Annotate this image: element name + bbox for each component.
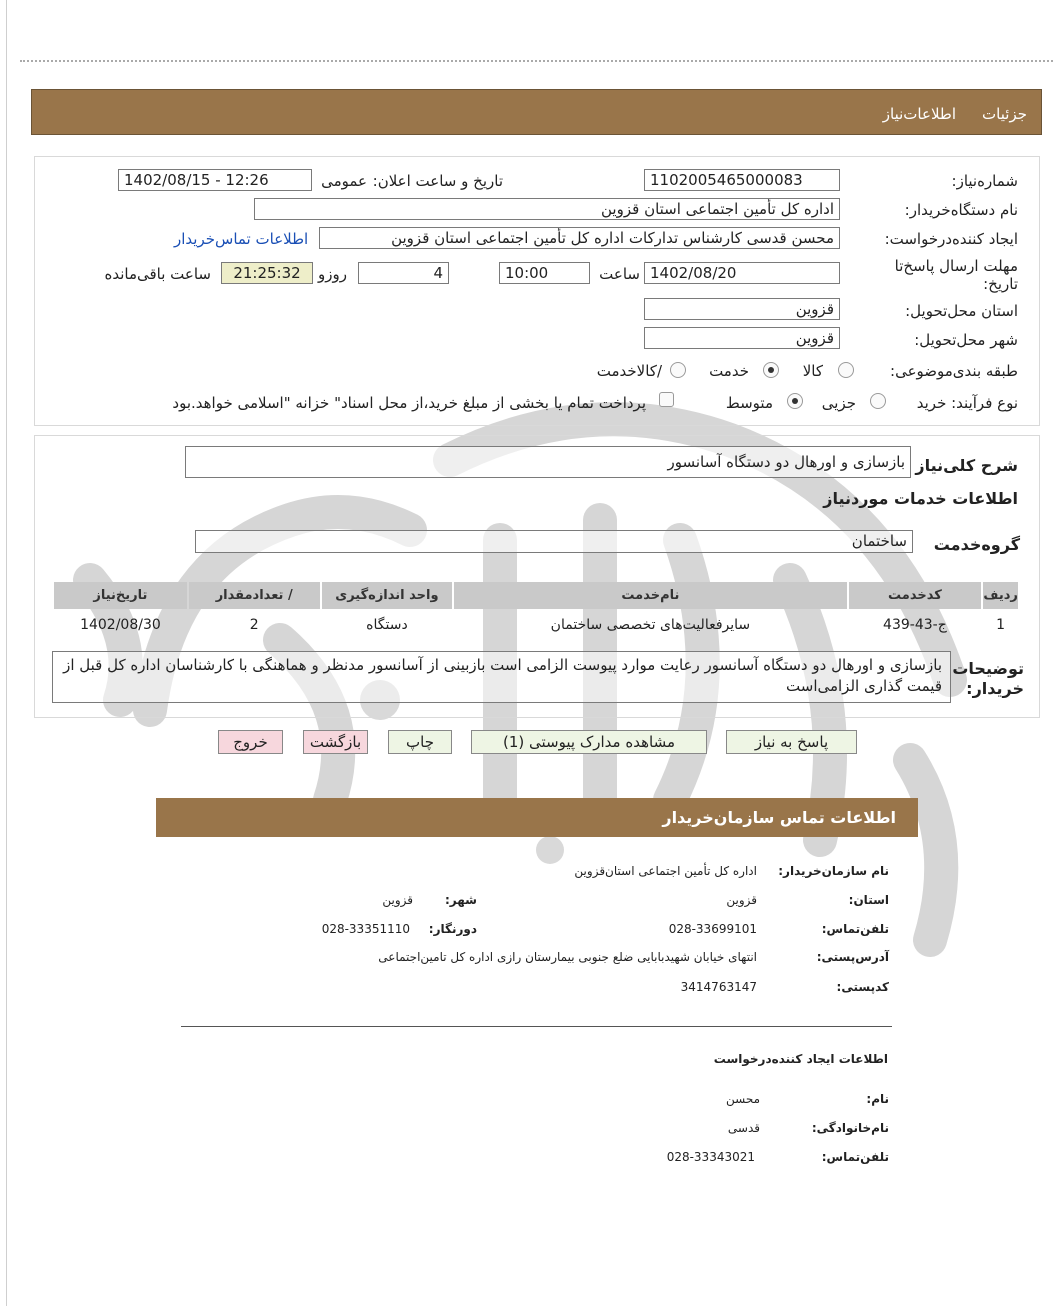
contact-postal-value: 3414763147 — [680, 980, 757, 994]
deadline-time-label: ساعت — [599, 265, 640, 283]
col-unit: واحد اندازه‌گیری — [322, 582, 453, 609]
buyer-notes-label: توضیحات — [952, 659, 1024, 678]
buyer-notes-field: بازسازی و اورهال دو دستگاه آسانسور رعایت موارد پیوست الزامی است بازبینی از آسانسور مدنظر و هماهنگی با کارشناسان اداره کل قبل از قیمت گذاری الزامی‌است — [52, 651, 951, 703]
buyer-org-field: اداره کل تأمین اجتماعی استان قزوین — [254, 198, 840, 220]
tab-details[interactable]: جزئیات — [982, 105, 1027, 123]
general-desc-field: بازسازی و اورهال دو دستگاه آسانسور — [185, 446, 911, 478]
contact-postal-label: کدپستی: — [836, 980, 889, 994]
announce-label: تاریخ و ساعت اعلان: — [372, 172, 503, 190]
tab-need-info[interactable]: اطلاعات‌نیاز — [882, 105, 956, 123]
contact-province-label: استان: — [848, 893, 889, 907]
process-partial-label: جزیی — [821, 394, 856, 412]
remaining-time-field: 21:25:32 — [221, 262, 313, 284]
reply-to-need-button[interactable]: پاسخ به نیاز — [726, 730, 857, 754]
creator-name-label: نام: — [866, 1092, 889, 1106]
cell-quantity: 2 — [249, 617, 259, 633]
buyer-contact-bar — [156, 798, 918, 837]
days-label: روزو — [318, 265, 347, 283]
category-goods-service-label: /کالاخدمت — [596, 362, 662, 380]
process-medium-radio[interactable] — [787, 393, 803, 409]
contact-city-value: قزوین — [382, 893, 413, 907]
col-quantity: / تعدادمقدار — [189, 582, 320, 609]
contact-divider — [181, 1026, 892, 1027]
process-label: نوع فرآیند: خرید — [916, 394, 1018, 412]
contact-address-value: انتهای خیابان شهیدبابایی ضلع جنوبی بیمارستان رازی اداره کل تامین‌اجتماعی — [378, 950, 757, 964]
contact-province-value: قزوین — [726, 893, 757, 907]
creator-name-value: محسن — [725, 1092, 760, 1106]
buyer-contact-link[interactable]: اطلاعات تماس‌خریدار — [174, 230, 309, 248]
creator-phone-value: 028-33343021 — [666, 1150, 755, 1164]
col-service-code: کدخدمت — [849, 582, 982, 609]
remaining-time-label: ساعت باقی‌مانده — [104, 265, 211, 283]
process-medium-label: متوسط — [725, 394, 773, 412]
buyer-org-label: نام دستگاه‌خریدار: — [904, 201, 1018, 219]
category-goods-radio[interactable] — [838, 362, 854, 378]
cell-row-number: 1 — [996, 617, 1006, 633]
general-desc-label: شرح کلی‌نیاز — [915, 456, 1018, 475]
category-service-label: خدمت — [709, 362, 749, 380]
province-label: استان محل‌تحویل: — [905, 302, 1018, 320]
print-button[interactable]: چاپ — [388, 730, 452, 754]
table-row — [54, 611, 1018, 639]
announce-datetime-field: 1402/08/15 - 12:26 — [118, 169, 312, 191]
need-info-panel — [34, 156, 1040, 426]
contact-phone-value: 028-33699101 — [668, 922, 757, 936]
buyer-notes-label-2: خریدار: — [966, 679, 1024, 698]
need-number-field: 1102005465000083 — [644, 169, 840, 191]
contact-org-label: نام سازمان‌خریدار: — [778, 864, 889, 878]
col-need-date: تاریخ‌نیاز — [54, 582, 187, 609]
deadline-date-field: 1402/08/20 — [644, 262, 840, 284]
details-header-bar — [31, 89, 1042, 135]
view-attachments-button[interactable]: مشاهده مدارک پیوستی (1) — [471, 730, 707, 754]
creator-label: ایجاد کننده‌درخواست: — [884, 230, 1018, 248]
deadline-time-field: 10:00 — [499, 262, 590, 284]
service-group-label: گروه‌خدمت — [933, 535, 1020, 554]
announce-type: عمومی — [321, 172, 367, 190]
category-service-radio[interactable] — [763, 362, 779, 378]
deadline-label-date: تاریخ: — [983, 275, 1018, 293]
need-number-label: شماره‌نیاز: — [951, 172, 1018, 190]
creator-field: محسن قدسی کارشناس تدارکات اداره کل تأمین اجتماعی استان قزوین — [319, 227, 840, 249]
cell-unit: دستگاه — [366, 617, 408, 633]
deadline-label: مهلت ارسال پاسخ‌تا — [894, 257, 1018, 275]
cell-service-code: ج-43-439 — [883, 617, 947, 633]
creator-phone-label: تلفن‌تماس: — [821, 1150, 889, 1164]
service-group-field: ساختمان — [195, 530, 913, 553]
creator-info-title: اطلاعات ایجاد کننده‌درخواست — [713, 1052, 888, 1066]
col-row-number: ردیف — [983, 582, 1018, 609]
contact-phone-label: تلفن‌تماس: — [821, 922, 889, 936]
contact-fax-value: 028-33351110 — [321, 922, 410, 936]
contact-org-value: اداره کل تأمین اجتماعی استان‌قزوین — [574, 864, 757, 878]
exit-button[interactable]: خروج — [218, 730, 283, 754]
back-button[interactable]: بازگشت — [303, 730, 368, 754]
top-divider — [20, 60, 1053, 62]
creator-family-value: قدسی — [727, 1121, 760, 1135]
cell-need-date: 1402/08/30 — [80, 617, 161, 633]
contact-address-label: آدرس‌پستی: — [816, 950, 889, 964]
days-remaining-field: 4 — [358, 262, 449, 284]
category-goods-service-radio[interactable] — [670, 362, 686, 378]
city-field: قزوین — [644, 327, 840, 349]
category-label: طبقه بندی‌موضوعی: — [890, 362, 1018, 380]
category-goods-label: کالا — [802, 362, 823, 380]
buyer-contact-title: اطلاعات تماس سازمان‌خریدار — [662, 808, 896, 827]
contact-city-label: شهر: — [445, 893, 477, 907]
treasury-payment-note: پرداخت تمام یا بخشی از مبلغ خرید،از محل اسناد" خزانه "اسلامی خواهد.بود — [172, 394, 646, 412]
services-title: اطلاعات خدمات موردنیاز — [823, 489, 1018, 508]
cell-service-name: سایرفعالیت‌های تخصصی ساختمان — [550, 617, 751, 633]
creator-family-label: نام‌خانوادگی: — [811, 1121, 889, 1135]
city-label: شهر محل‌تحویل: — [914, 331, 1018, 349]
services-table — [52, 580, 1020, 641]
page-left-border — [6, 0, 7, 1306]
province-field: قزوین — [644, 298, 840, 320]
treasury-payment-checkbox[interactable] — [659, 392, 674, 407]
col-service-name: نام‌خدمت — [454, 582, 846, 609]
contact-fax-label: دورنگار: — [428, 922, 477, 936]
process-partial-radio[interactable] — [870, 393, 886, 409]
